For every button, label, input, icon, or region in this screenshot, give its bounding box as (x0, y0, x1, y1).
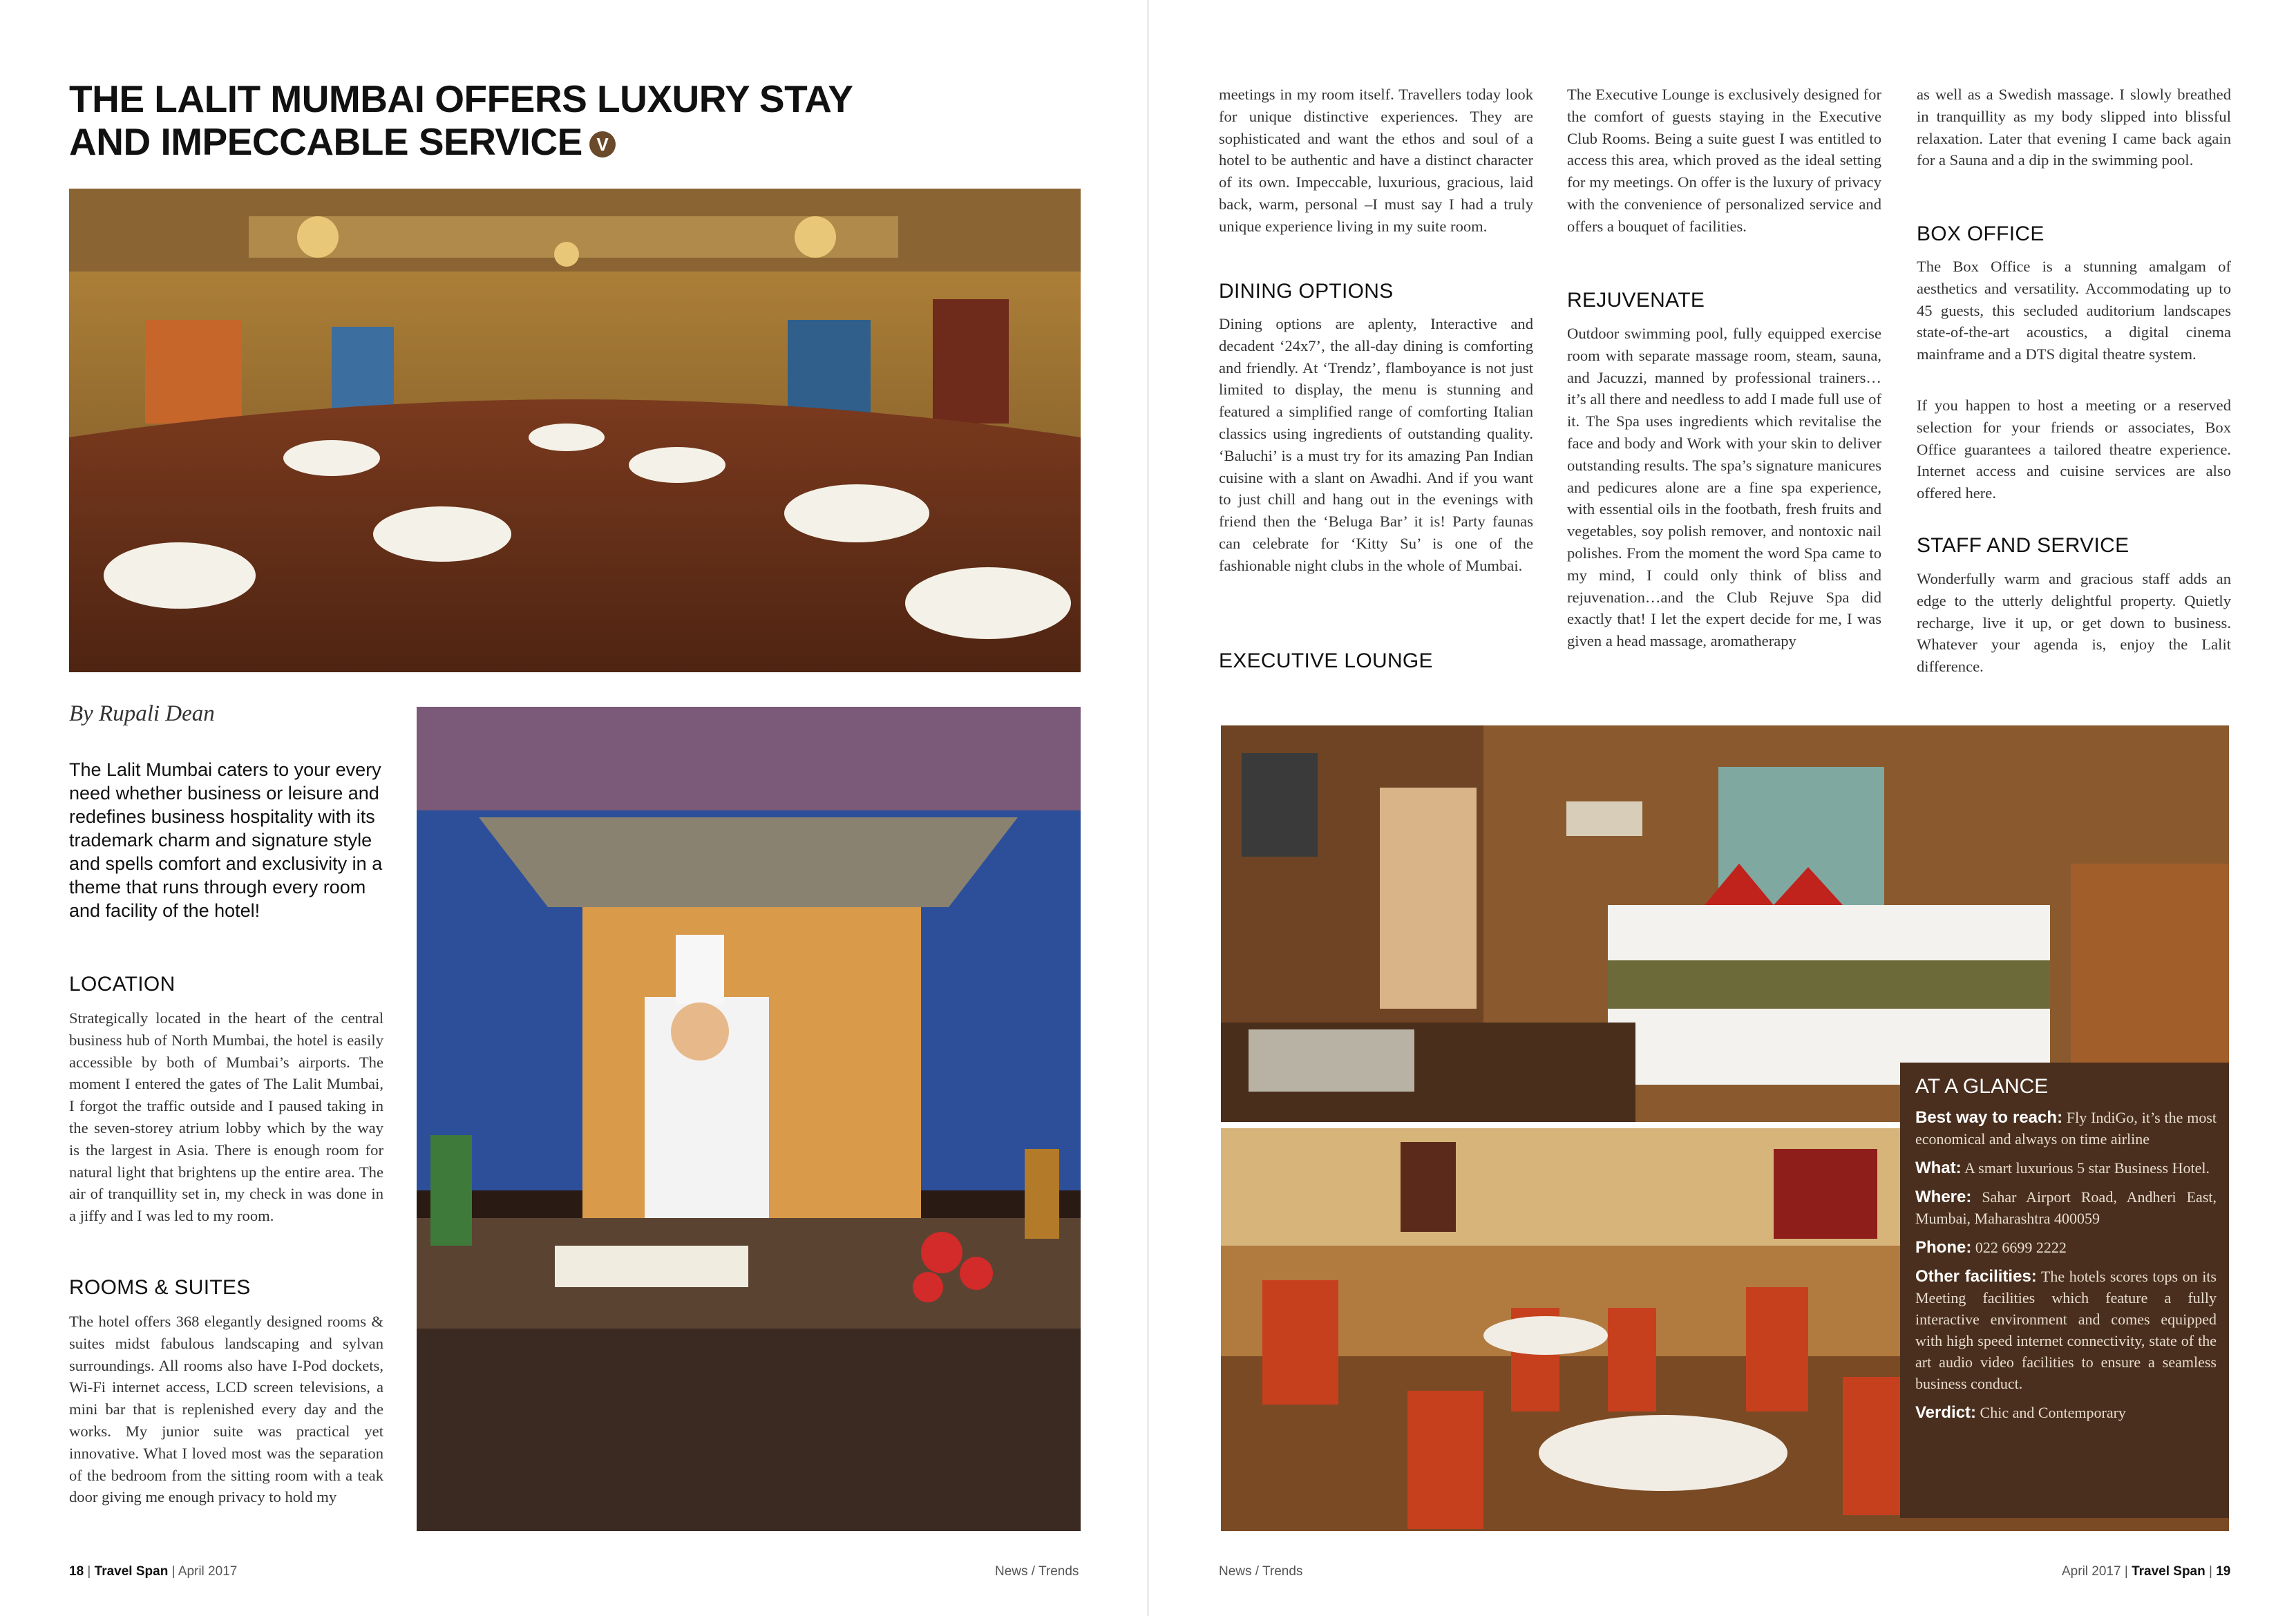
glance-text: 022 6699 2222 (1975, 1239, 2067, 1256)
byline: By Rupali Dean (69, 701, 215, 726)
glance-text: A smart luxurious 5 star Business Hotel. (1964, 1159, 2210, 1177)
issue-date: April 2017 (2062, 1564, 2121, 1579)
glance-text: Sahar Airport Road, Andheri East, Mumbai, Maharashtra 400059 (1915, 1188, 2217, 1227)
at-a-glance-box (1900, 1063, 2229, 1518)
glance-heading: AT A GLANCE (1915, 1075, 2049, 1098)
glance-item (1915, 1186, 2217, 1229)
glance-label: Where: (1915, 1188, 1972, 1206)
glance-label: Phone: (1915, 1238, 1972, 1257)
section-label: News / Trends (995, 1564, 1079, 1579)
glance-item (1915, 1402, 2217, 1423)
magazine-name: Travel Span (94, 1564, 169, 1579)
issue-date: April 2017 (178, 1564, 238, 1579)
headline-line-1: THE LALIT MUMBAI OFFERS LUXURY STAY (69, 77, 853, 120)
section-label: News / Trends (1219, 1564, 1303, 1579)
glance-label: Best way to reach: (1915, 1108, 2063, 1127)
footer-left: 18 | Travel Span | April 2017 (69, 1564, 238, 1579)
glance-item (1915, 1157, 2217, 1179)
chevron-badge-icon: V (589, 131, 616, 158)
glance-text: The hotels scores tops on its Meeting facilities which feature a fully interactive environment and comes equipped with high speed internet connectivity, state of the art audio video facilities to ensure a seamless business conduct. (1915, 1268, 2217, 1392)
glance-text: Chic and Contemporary (1980, 1404, 2126, 1421)
dining-body: Dining options are aplenty, Interactive and decadent ‘24x7’, the all-day dining is comforting and friendly. At ‘Trendz’, flamboyance is not just limited to display, the menu is stunning and featured a simplified range of comforting Italian classics using ingredients of outstanding quality. ‘Baluchi’ is a must try for its amazing Pan Indian cuisine with a slant on Awadhi. And if you want to just chill and hang out in the evenings with friend then the ‘Beluga Bar’ it is! Party faunas can celebrate for ‘Kitty Su’ is one of the fashionable night clubs in the whole of Mumbai. (1219, 315, 1533, 574)
box-office-body-2: If you happen to host a meeting or a reserved selection for your friends or associates, Box Office guarantees a tailored theatre experience. Internet access and cuisine services are also offered here. (1917, 397, 2231, 502)
page-number-left: 18 (69, 1564, 84, 1579)
box-office-heading: BOX OFFICE (1917, 222, 2044, 245)
lounge-body: The Executive Lounge is exclusively designed for the comfort of guests staying in the Executive Club Rooms. Being a suite guest I was entitled to access this area, which proved as the ideal setting for my meetings. On offer is the luxury of privacy with the convenience of personalized service and offers a bouquet of facilities. (1567, 86, 1881, 235)
footer-section-right (1219, 1564, 1302, 1579)
ballroom-photo (69, 189, 1081, 672)
rooms-body: The hotel offers 368 elegantly designed rooms & suites midst fabulous landscaping and sylvan surroundings. All rooms also have I-Pod dockets, Wi-Fi internet access, LCD screen televisions, a mini bar that is replenished every day and the works. My junior suite was practical yet innovative. What I loved most was the separation of the bedroom from the sitting room with a teak door giving me enough privacy to hold my (69, 1313, 383, 1506)
glance-label: Verdict: (1915, 1403, 1977, 1422)
rejuvenate-body: Outdoor swimming pool, fully equipped exercise room with separate massage room, steam, sauna, and Jacuzzi, manned by professional trainers…it’s all there and needless to add I made full use of it. The Spa uses ingredients which revitalise the face and body and Work with your skin to deliver outstanding results. The spa’s signature manicures and pedicures alone are a fine spa experience, with essential oils in the footbath, fresh fruits and vegetables, soy polish remover, and nontoxic nail polishes. From the moment the word Spa came to my mind, I could only think of bliss and rejuvenation…and the Club Rejuve Spa did exactly that! I let the expert decide for me, I was given a head massage, aromatherapy (1567, 325, 1881, 650)
rejuvenate-heading: REJUVENATE (1567, 289, 1705, 312)
page-number-right: 19 (2216, 1564, 2231, 1579)
article-headline (69, 77, 898, 163)
location-heading: LOCATION (69, 973, 175, 996)
glance-label: What: (1915, 1159, 1962, 1177)
headline-line-2 (69, 120, 898, 163)
glance-item (1915, 1237, 2217, 1258)
glance-label: Other facilities: (1915, 1267, 2037, 1286)
footer-section-left (995, 1564, 1079, 1579)
glance-item (1915, 1107, 2217, 1150)
magazine-name: Travel Span (2132, 1564, 2205, 1579)
chef-photo (417, 707, 1081, 1531)
lounge-heading: EXECUTIVE LOUNGE (1219, 649, 1433, 672)
rooms-body-continued: meetings in my room itself. Travellers today look for unique distinctive experiences. They are sophisticated and want the ethos and soul of a hotel to be authentic and have a distinct character of its own. Impeccable, luxurious, gracious, laid back, warm, personal –I must say I had a truly unique experience living in my suite room. (1219, 86, 1533, 235)
footer-right: April 2017 | Travel Span | 19 (2062, 1564, 2231, 1579)
box-office-body-1: The Box Office is a stunning amalgam of aesthetics and versatility. Accommodating up to 45 guests, this secluded auditorium landscapes state-of-the-art acoustics, a digital cinema mainframe and a DTS digital theatre system. (1917, 258, 2231, 363)
glance-text: Fly IndiGo, it’s the most economical and always on time airline (1915, 1109, 2217, 1148)
staff-body: Wonderfully warm and gracious staff adds an edge to the utterly delightful property. Quietly recharge, live it up, or get down to business. Whatever your agenda is, enjoy the Lalit difference. (1917, 570, 2231, 676)
page-spine (1147, 0, 1149, 1616)
rooms-heading: ROOMS & SUITES (69, 1276, 251, 1299)
glance-item (1915, 1266, 2217, 1394)
location-body: Strategically located in the heart of the central business hub of North Mumbai, the hotel is easily accessible by both of Mumbai’s airports. The moment I entered the gates of The Lalit Mumbai, I forgot the traffic outside and I paused taking in the seven-storey atrium lobby which by the way is the largest in Asia. There is enough room for natural light that brightens up the entire area. The air of tranquillity set in, my check in was done in a jiffy and I was led to my room. (69, 1009, 383, 1225)
rejuvenate-body-continued: as well as a Swedish massage. I slowly breathed in tranquillity as my body slipped into blissful relaxation. Later that evening I came back again for a Sauna and a dip in the swimming pool. (1917, 86, 2231, 169)
intro-paragraph: The Lalit Mumbai caters to your every need whether business or leisure and redefines business hospitality with its trademark charm and signature style and spells comfort and exclusivity in a theme that runs through every room and facility of the hotel! (69, 759, 383, 921)
staff-heading: STAFF AND SERVICE (1917, 534, 2129, 557)
headline-line-2-text: AND IMPECCABLE SERVICE (69, 120, 582, 163)
dining-heading: DINING OPTIONS (1219, 280, 1394, 303)
